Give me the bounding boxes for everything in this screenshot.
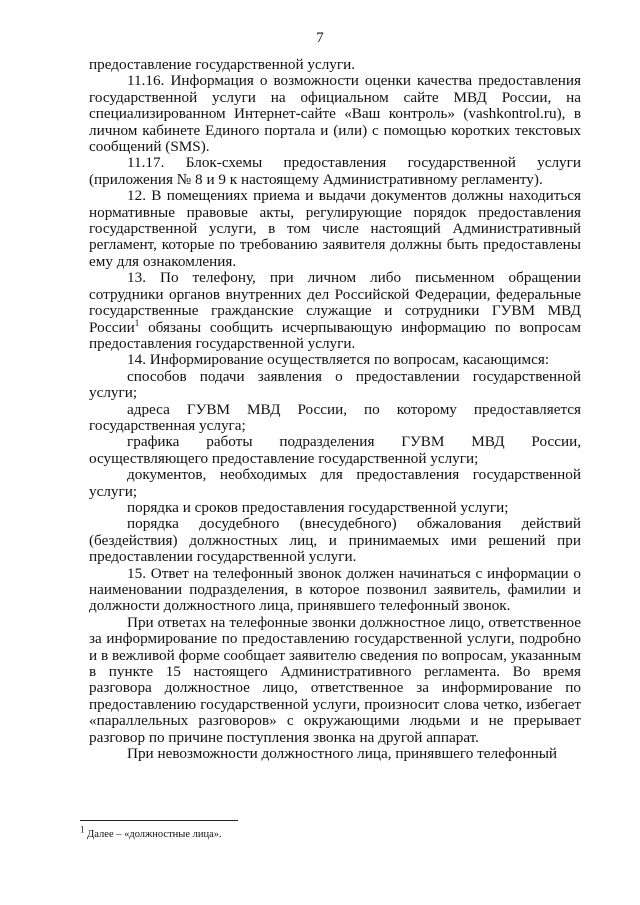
document-body [89, 57, 581, 762]
footnote-mark: 1 [80, 824, 85, 835]
footnote-reference: 1 [134, 317, 140, 328]
paragraph: 14. Информирование осуществляется по вопросам, касающимся: [127, 351, 550, 369]
paragraph: 11.16. Информация о возможности оценки качества предоставления государственной услуги на официальном сайте МВД России, на специализированном Интернет-сайте «Ваш контроль» (vashkontrol.ru), в личном кабинете Единого портала и (или) с помощью коротких текстовых сообщений (SMS). [89, 72, 581, 156]
list-item: порядка досудебного (внесудебного) обжалования действий (бездействия) должностных лиц, и принимаемых ими решений при предоставлении государственной услуги. [89, 515, 581, 566]
paragraph-text-continued: обязаны сообщить исчерпывающую информацию по вопросам предоставления государственной услуги. [89, 318, 581, 352]
footnote-text: Далее – «должностные лица». [87, 829, 222, 840]
list-item: графика работы подразделения ГУВМ МВД России, осуществляющего предоставление государственной услуги; [89, 433, 581, 467]
page-number: 7 [316, 30, 324, 46]
footnote [80, 824, 500, 841]
paragraph: 15. Ответ на телефонный звонок должен начинаться с информации о наименовании подразделения, в которое позвонил заявитель, фамилии и должности должностного лица, принявшего телефонный звонок. [89, 564, 581, 615]
paragraph: 11.17. Блок-схемы предоставления государственной услуги (приложения № 8 и 9 к настоящему Административному регламенту). [89, 154, 581, 188]
paragraph-text: 13. По телефону, при личном либо письменном обращении сотрудники органов внутренних дел Российской Федерации, федеральные государственные гражданские служащие и сотрудники ГУВМ МВД России [89, 269, 581, 336]
list-item: порядка и сроков предоставления государственной услуги; [127, 498, 509, 516]
footnote-divider [80, 820, 238, 821]
list-item: способов подачи заявления о предоставлении государственной услуги; [89, 367, 581, 402]
paragraph: предоставление государственной услуги. [89, 56, 356, 73]
paragraph-with-footnote [89, 270, 581, 352]
list-item: документов, необходимых для предоставления государственной услуги; [89, 466, 581, 500]
list-item: адреса ГУВМ МВД России, по которому предоставляется государственная услуга; [89, 400, 581, 434]
paragraph: 12. В помещениях приема и выдачи документов должны находиться нормативные правовые акты, регулирующие порядок предоставления государственной услуги, в том числе настоящий Административный регламент, которые по требованию заявителя должны быть предоставлены ему для ознакомления. [89, 187, 581, 270]
paragraph: При ответах на телефонные звонки должностное лицо, ответственное за информирование по предоставлению государственной услуги, подробно и в вежливой форме сообщает заявителю сведения по вопросам, указанным в пункте 15 настоящего Административного регламента. Во время разговора должностное лицо, ответственное за информирование по предоставлению государственной услуги, произносит слова четко, избегает «параллельных разговоров» с окружающими людьми и не прерывает разговор по причине поступления звонка на другой аппарат. [89, 613, 581, 746]
paragraph: При невозможности должностного лица, принявшего телефонный [127, 745, 558, 763]
